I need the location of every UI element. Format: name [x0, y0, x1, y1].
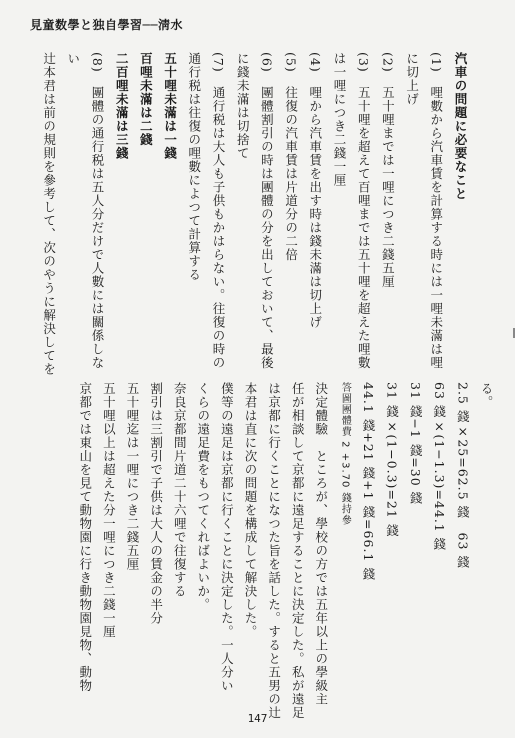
upper-text-line: (6) 團體割引の時は團體の分を出しておいて、最後 [259, 52, 275, 370]
lower-text-line: 任が相談して京都に遠足することに決定した。私が遠足 [290, 382, 306, 720]
upper-text-line: (2) 五十哩までは一哩につき二錢五厘 [380, 52, 396, 289]
lower-text-line: 2.5 錢×25=62.5 錢 63 錢 [455, 382, 471, 569]
upper-text-line: 汽車の問題に必要なこと [453, 52, 468, 201]
upper-text-line: 五十哩未滿は一錢 [162, 52, 178, 160]
lower-text-line: 僕等の遠足は京都に行くことに決定した。一人分い [219, 382, 235, 693]
upper-text-line: (1) 哩數から汽車賃を計算する時には一哩未滿は哩 [428, 52, 444, 370]
lower-text-line: 31 錢×(1−0.3)=21 錢 [384, 382, 400, 538]
upper-text-line: (7) 通行税は大人も子供もかはらない。往復の時の [211, 52, 226, 370]
lower-text-line: 五十哩迄は一哩につき二錢五厘 [125, 382, 140, 571]
upper-text-line: (8) 團體の通行税は五人分だけで人數には關係しな [90, 52, 105, 370]
lower-text-line: は京都に行くことになつた旨を話した。すると五男の辻 [266, 382, 282, 720]
upper-text-line: 百哩未滿は二錢 [138, 52, 154, 147]
lower-text-line: 割引は三割引で子供は大人の賃金の半分 [148, 382, 164, 625]
running-header: 見童数學と独自學習──淸水 [30, 18, 183, 32]
upper-text-line: (3) 五十哩を超えて百哩までは五十哩を超えた哩數 [356, 52, 372, 370]
lower-text-line: 京都では東山を見て動物園に行き動物園見物、動物 [77, 382, 93, 693]
upper-text-line: 辻本君は前の規則を參考して、次のやうに解決してを [41, 52, 57, 376]
upper-text-line: に切上げ [404, 52, 420, 106]
lower-text-line: 決定體驗 ところが、學校の方では五年以上の學級主 [313, 382, 329, 706]
lower-text-line: 31 錢−1 錢=30 錢 [408, 382, 424, 506]
lower-text-line: る。 [479, 382, 494, 409]
page-number: 147 [247, 712, 268, 725]
lower-text-line: 答圖團體費 2 +3.70 錢持參 [339, 382, 351, 526]
upper-text-line: 通行税は往復の哩數によつて計算する [186, 52, 202, 282]
lower-text-line: 本君は直に次の問題を構成して解決した。 [243, 382, 258, 639]
upper-text-line: 二百哩未滿は三錢 [114, 52, 130, 160]
lower-text-line: 44.1 錢+21 錢+1 錢=66.1 錢 [361, 382, 376, 581]
upper-text-line: は一哩につき二錢一厘 [332, 52, 347, 187]
upper-text-line: に錢未滿は切捨て [235, 52, 251, 160]
lower-text-line: 63 錢×(1−1.3)=44.1 錢 [431, 382, 447, 552]
upper-text-line: (5) 往復の汽車賃は片道分の二倍 [283, 52, 299, 262]
lower-text-line: 五十哩以上は超えた分一哩につき二錢一厘 [101, 382, 117, 639]
lower-text-line: くらの遠足費をもつてくればよいか。 [195, 382, 211, 612]
upper-text-line: い [65, 52, 81, 66]
upper-text-line: (4) 哩から汽車賃を出す時は錢未滿は切上げ [307, 52, 323, 330]
lower-text-line: 奈良京都間片道二十六哩で往復する [172, 382, 188, 598]
